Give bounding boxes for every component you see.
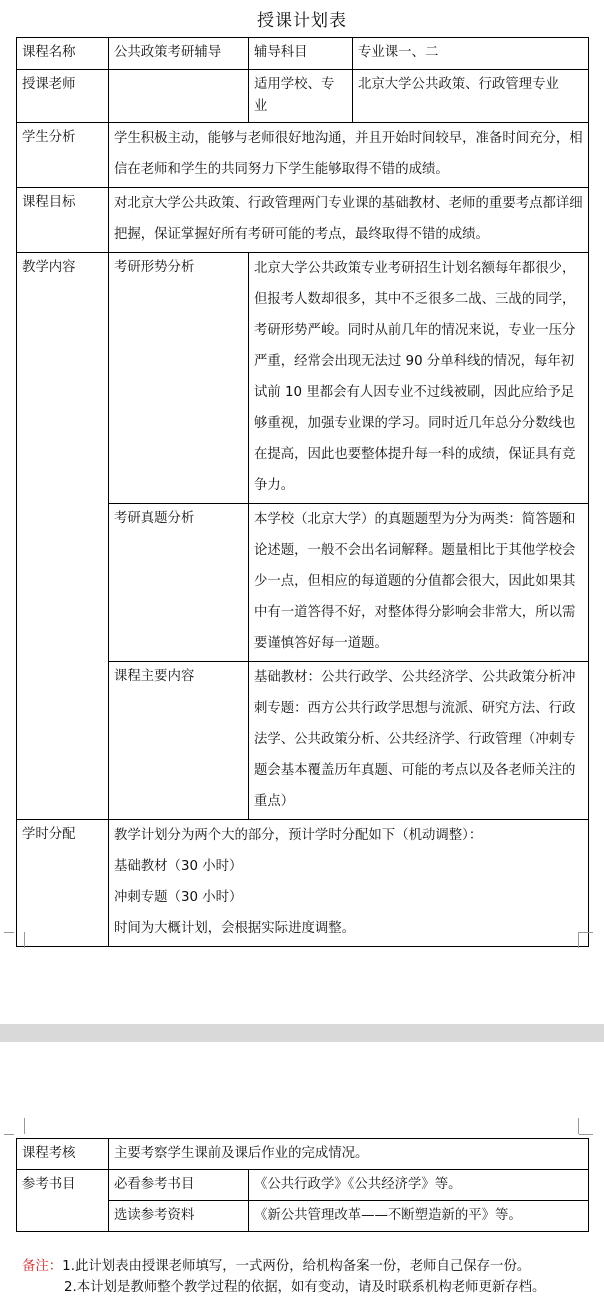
- past-exam-label: 考研真题分析: [109, 504, 249, 662]
- course-plan-table: [16, 37, 589, 947]
- reference-books-label: 参考书目: [17, 1170, 109, 1232]
- crop-mark: [14, 932, 25, 948]
- crop-mark: [4, 932, 14, 933]
- school-label: 适用学校、专业: [249, 70, 353, 123]
- notes-label: 备注：: [22, 1259, 63, 1274]
- notes: [22, 1256, 597, 1298]
- table-row: [17, 70, 589, 123]
- main-content-value: 基础教材：公共行政学、公共经济学、公共政策分析冲刺专题：西方公共行政学思想与流派、研究方法、行政法学、公共政策分析、公共经济学、行政管理（冲刺专题会基本覆盖历年真题、可能的考点以及各老师关注的重点）: [249, 662, 589, 820]
- table-row: [17, 38, 589, 70]
- course-goal-label: 课程目标: [17, 188, 109, 253]
- assessment-label: 课程考核: [17, 1139, 109, 1170]
- course-goal-value: 对北京大学公共政策、行政管理两门专业课的基础教材、老师的重要考点都详细把握，保证掌握好所有考研可能的考点，最终取得不错的成绩。: [109, 188, 589, 253]
- table-row: [17, 1139, 589, 1170]
- page-title: 授课计划表: [257, 11, 347, 31]
- course-name-label: 课程名称: [17, 38, 109, 70]
- crop-mark: [578, 932, 589, 948]
- hours-line: 冲刺专题（30 小时）: [114, 890, 243, 905]
- subject-value: 专业课一、二: [353, 38, 589, 70]
- student-analysis-label: 学生分析: [17, 123, 109, 188]
- required-books-label: 必看参考书目: [109, 1170, 249, 1201]
- course-name-value: 公共政策考研辅导: [109, 38, 249, 70]
- crop-mark: [4, 1134, 14, 1135]
- assessment-value: 主要考察学生课前及课后作业的完成情况。: [109, 1139, 589, 1170]
- crop-mark: [14, 1118, 25, 1134]
- assessment-table: [16, 1138, 589, 1232]
- hours-value: [109, 820, 589, 947]
- page-separator: [0, 1024, 604, 1042]
- crop-mark: [579, 1134, 593, 1135]
- notes-line-1: 1.此计划表由授课老师填写，一式两份，给机构备案一份，老师自己保存一份。: [62, 1259, 531, 1274]
- hours-label: 学时分配: [17, 820, 109, 947]
- optional-materials-value: 《新公共管理改革——不断塑造新的平》等。: [249, 1201, 589, 1232]
- student-analysis-value: 学生积极主动，能够与老师很好地沟通，并且开始时间较早，准备时间充分，相信在老师和学生的共同努力下学生能够取得不错的成绩。: [109, 123, 589, 188]
- table-row: [17, 253, 589, 504]
- exam-situation-label: 考研形势分析: [109, 253, 249, 504]
- hours-line: 时间为大概计划，会根据实际进度调整。: [114, 921, 356, 936]
- table-row: [17, 820, 589, 947]
- main-content-label: 课程主要内容: [109, 662, 249, 820]
- crop-mark: [578, 1118, 589, 1134]
- teaching-content-label: 教学内容: [17, 253, 109, 820]
- table-row: [17, 1170, 589, 1201]
- subject-label: 辅导科目: [249, 38, 353, 70]
- notes-line-2: 2.本计划是教师整个教学过程的依据，如有变动，请及时联系机构老师更新存档。: [64, 1280, 546, 1295]
- optional-materials-label: 选读参考资料: [109, 1201, 249, 1232]
- crop-mark: [579, 932, 593, 933]
- exam-situation-value: 北京大学公共政策专业考研招生计划名额每年都很少，但报考人数却很多，其中不乏很多二战、三战的同学，考研形势严峻。同时从前几年的情况来说，专业一压分严重，经常会出现无法过 90 分单科线的情况，每年初试前 10 里都会有人因专业不过线被刷，因此应给予足够重视，加强专业课的学习。同时近几年总分分数线也在提高，因此也要整体提升每一科的成绩，保证具有竞争力。: [249, 253, 589, 504]
- table-row: [17, 123, 589, 188]
- past-exam-value: 本学校（北京大学）的真题题型为分为两类：简答题和论述题，一般不会出名词解释。题量相比于其他学校会少一点，但相应的每道题的分值都会很大，因此如果其中有一道答得不好，对整体得分影响会非常大，所以需要谨慎答好每一道题。: [249, 504, 589, 662]
- teacher-value: [109, 70, 249, 123]
- table-row: [17, 188, 589, 253]
- hours-line: 基础教材（30 小时）: [114, 859, 243, 874]
- school-value: 北京大学公共政策、行政管理专业: [353, 70, 589, 123]
- required-books-value: 《公共行政学》《公共经济学》等。: [249, 1170, 589, 1201]
- teacher-label: 授课老师: [17, 70, 109, 123]
- hours-line: 教学计划分为两个大的部分，预计学时分配如下（机动调整）：: [114, 828, 483, 843]
